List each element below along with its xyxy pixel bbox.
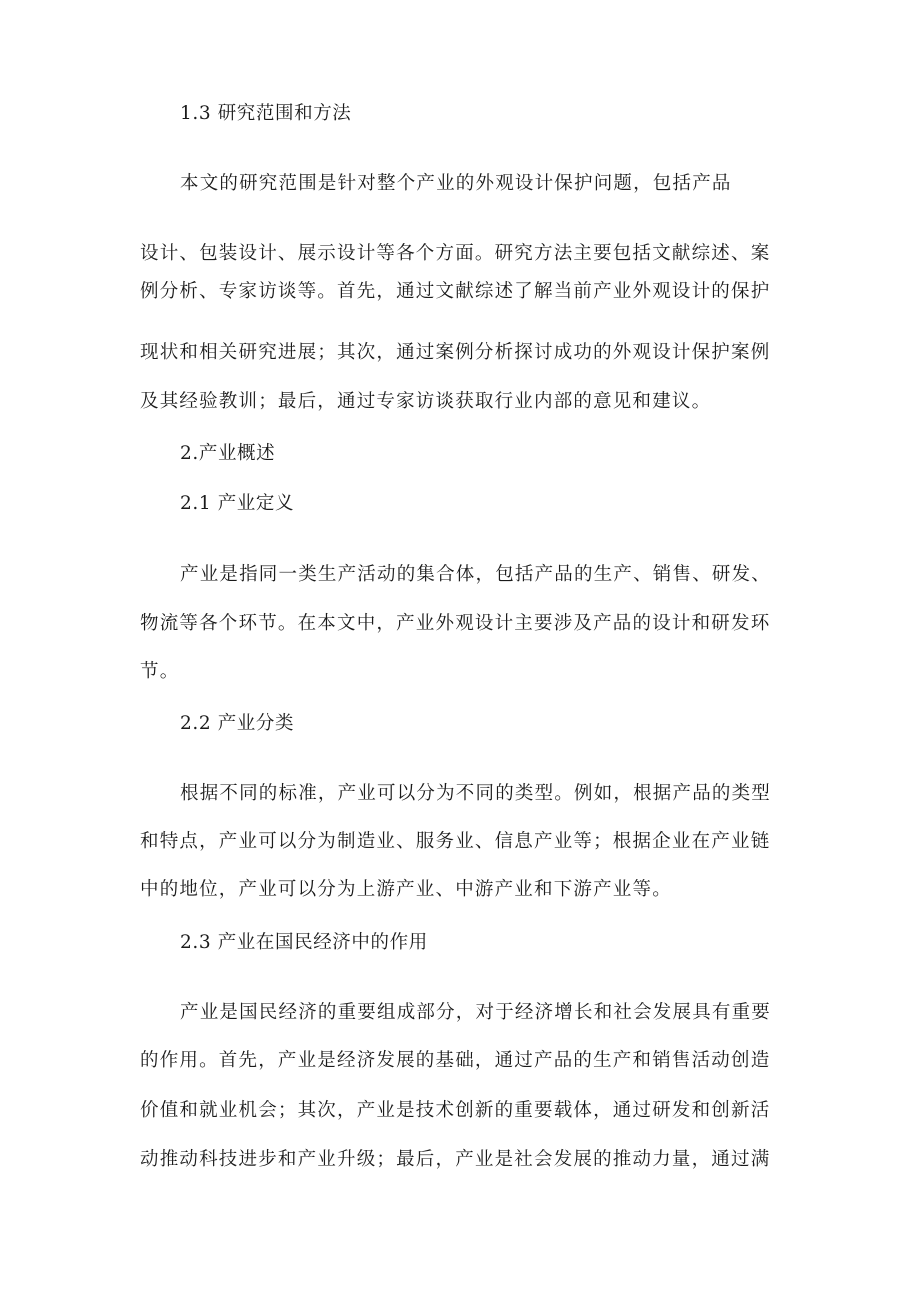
paragraph-line: 节。 — [140, 661, 180, 682]
paragraph-line: 中的地位，产业可以分为上游产业、中游产业和下游产业等。 — [140, 879, 672, 900]
paragraph-line: 现状和相关研究进展；其次，通过案例分析探讨成功的外观设计保护案例 — [140, 342, 771, 363]
paragraph-line: 例分析、专家访谈等。首先，通过文献综述了解当前产业外观设计的保护 — [140, 281, 771, 302]
paragraph-line: 产业是指同一类生产活动的集合体，包括产品的生产、销售、研发、 — [180, 564, 772, 585]
section-2-heading: 2.产业概述 — [180, 443, 276, 464]
section-2-1-heading: 2.1 产业定义 — [180, 493, 295, 514]
paragraph-line: 设计、包装设计、展示设计等各个方面。研究方法主要包括文献综述、案 — [140, 243, 771, 264]
paragraph-line: 本文的研究范围是针对整个产业的外观设计保护问题，包括产品 — [180, 173, 732, 194]
paragraph-line: 的作用。首先，产业是经济发展的基础，通过产品的生产和销售活动创造 — [140, 1050, 771, 1071]
section-1-3-heading: 1.3 研究范围和方法 — [180, 103, 352, 124]
paragraph-line: 根据不同的标准，产业可以分为不同的类型。例如，根据产品的类型 — [180, 783, 772, 804]
paragraph-line: 价值和就业机会；其次，产业是技术创新的重要载体，通过研发和创新活 — [140, 1100, 771, 1121]
paragraph-line: 物流等各个环节。在本文中，产业外观设计主要涉及产品的设计和研发环 — [140, 613, 771, 634]
paragraph-line: 动推动科技进步和产业升级；最后，产业是社会发展的推动力量，通过满 — [140, 1149, 771, 1170]
paragraph-line: 产业是国民经济的重要组成部分，对于经济增长和社会发展具有重要 — [180, 1002, 772, 1023]
paragraph-line: 及其经验教训；最后，通过专家访谈获取行业内部的意见和建议。 — [140, 391, 712, 412]
section-2-2-heading: 2.2 产业分类 — [180, 713, 295, 734]
section-2-3-heading: 2.3 产业在国民经济中的作用 — [180, 932, 428, 953]
paragraph-line: 和特点，产业可以分为制造业、服务业、信息产业等；根据企业在产业链 — [140, 831, 771, 852]
